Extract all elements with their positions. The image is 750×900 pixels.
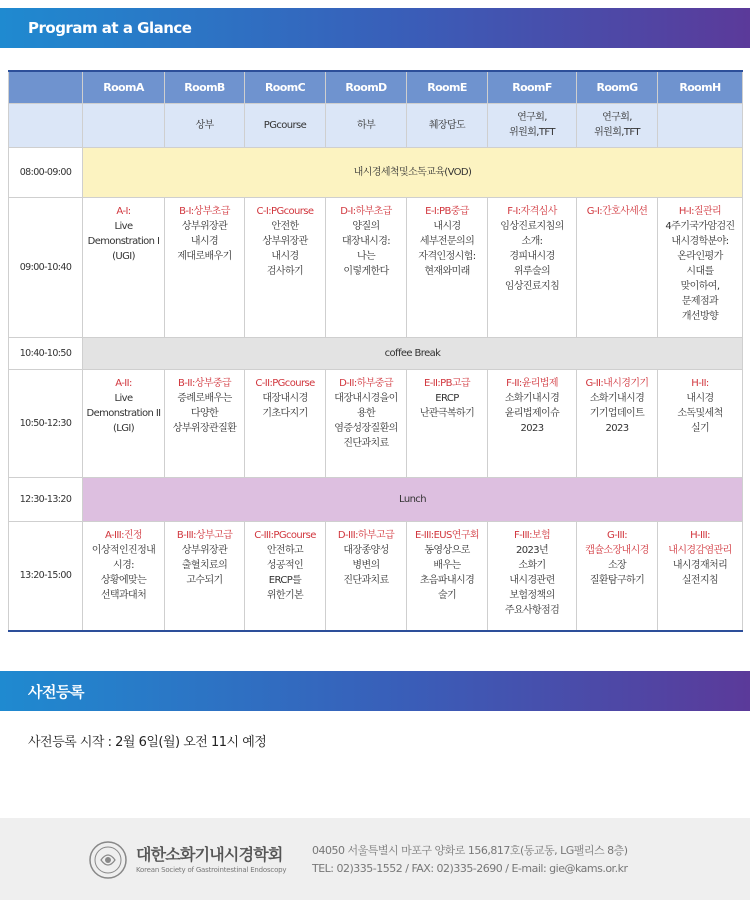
topic-row: [9, 103, 743, 147]
session-description: 내시경 세부전문의의 자격인정시험: 현재와미래: [418, 220, 476, 277]
session-description: 이상적인진정내 시경: 상황에맞는 선택과대처: [91, 544, 156, 601]
room-header-roomf: RoomF: [488, 71, 577, 103]
footer: [0, 818, 750, 900]
room-header-roomd: RoomD: [326, 71, 407, 103]
schedule-row: [9, 477, 743, 521]
session-cell: [577, 369, 658, 477]
session-cell: [326, 369, 407, 477]
session-title: C-III:PGcourse: [254, 529, 316, 541]
session-cell: [407, 197, 488, 337]
session-cell: [165, 521, 245, 631]
session-title: A-I:: [116, 205, 131, 217]
session-description: 상부위장관 내시경 제대로배우기: [177, 220, 232, 262]
session-cell: [577, 197, 658, 337]
session-cell: [488, 521, 577, 631]
footer-address: 04050 서울특별시 마포구 양화로 156,817호(동교동, LG팰리스 8층): [312, 844, 628, 857]
all-rooms-lunch-cell: Lunch: [83, 477, 743, 521]
registration-text: 사전등록 시작 : 2월 6일(월) 오전 11시 예정: [28, 735, 267, 750]
room-topic-cell: 상부: [165, 103, 245, 147]
session-title: H-III: 내시경감염관리: [668, 529, 732, 556]
session-cell: [407, 369, 488, 477]
schedule-row: [9, 521, 743, 631]
session-description: 내시경 소독및세척 실기: [677, 392, 723, 434]
corner-cell: [9, 71, 83, 103]
room-header-row: [9, 71, 743, 103]
session-title: A-III:진정: [105, 529, 142, 541]
room-header-roomh: RoomH: [658, 71, 743, 103]
all-rooms-vod-cell: 내시경세척및소독교육(VOD): [83, 147, 743, 197]
room-topic-cell: PGcourse: [245, 103, 326, 147]
session-description: 안전하고 성공적인 ERCP를 위한기본: [266, 544, 304, 601]
time-slot: 13:20-15:00: [9, 521, 83, 631]
session-cell: [245, 369, 326, 477]
registration-banner: [0, 671, 750, 711]
session-cell: [658, 369, 743, 477]
schedule-table: [8, 70, 743, 632]
time-slot: 08:00-09:00: [9, 147, 83, 197]
session-cell: [407, 521, 488, 631]
session-cell: [245, 521, 326, 631]
time-slot: 10:50-12:30: [9, 369, 83, 477]
session-description: 안전한 상부위장관 내시경 검사하기: [262, 220, 308, 277]
session-cell: [658, 197, 743, 337]
session-title: B-II:상부중급: [178, 377, 231, 389]
session-description: 소장 질환탐구하기: [589, 559, 645, 586]
corner-cell: [9, 103, 83, 147]
session-description: 동영상으로 배우는 초음파내시경 술기: [419, 544, 475, 601]
session-description: 대장종양성 병변의 진단과치료: [343, 544, 389, 586]
session-cell: [326, 197, 407, 337]
session-title: C-I:PGcourse: [256, 205, 314, 217]
session-description: 대장내시경 기초다지기: [262, 392, 308, 419]
session-cell: [488, 197, 577, 337]
session-title: G-I:간호사세션: [586, 205, 648, 217]
time-slot: 09:00-10:40: [9, 197, 83, 337]
session-cell: [165, 197, 245, 337]
room-topic-cell: [658, 103, 743, 147]
session-cell: [83, 197, 165, 337]
schedule-row: [9, 337, 743, 369]
session-title: D-II:하부중급: [339, 377, 393, 389]
session-description: 상부위장관 출혈치료의 고수되기: [181, 544, 228, 586]
room-header-roomc: RoomC: [245, 71, 326, 103]
session-title: G-III: 캡슐소장내시경: [585, 529, 649, 556]
session-title: E-I:PB중급: [425, 205, 469, 217]
session-description: 대장내시경을이 용한 염증성장질환의 진단과치료: [334, 392, 398, 449]
all-rooms-brk-cell: coffee Break: [83, 337, 743, 369]
session-title: F-III:보험: [513, 529, 551, 541]
session-description: 4주기국가암검진 내시경학분야: 온라인평가 시대를 맞이하여, 문제점과 개선방향: [665, 220, 735, 322]
session-title: G-II:내시경기기: [585, 377, 649, 389]
program-title: Program at a Glance: [28, 19, 192, 37]
session-cell: [83, 521, 165, 631]
session-cell: [658, 521, 743, 631]
session-title: D-I:하부초급: [340, 205, 392, 217]
session-title: F-I:자격심사: [507, 205, 557, 217]
org-name-ko: 대한소화기내시경학회: [136, 845, 283, 864]
session-description: 증례로배우는 다양한 상부위장관질환: [172, 392, 237, 434]
session-description: 임상진료지침의 소개: 경피내시경 위루술의 임상진료지침: [500, 220, 564, 292]
room-header-rooma: RoomA: [83, 71, 165, 103]
room-header-roome: RoomE: [407, 71, 488, 103]
session-title: H-I:질관리: [678, 205, 722, 217]
session-title: B-III:상부고급: [176, 529, 233, 541]
session-description: 내시경재처리 실전지침: [672, 559, 728, 586]
schedule-row: [9, 197, 743, 337]
session-cell: [577, 521, 658, 631]
session-title: E-III:EUS연구회: [415, 529, 479, 541]
session-title: C-II:PGcourse: [255, 377, 315, 389]
schedule-row: [9, 147, 743, 197]
session-description: Live Demonstration I (UGI): [87, 220, 160, 262]
session-description: ERCP 난관극복하기: [419, 392, 475, 419]
room-topic-cell: 연구회, 위원회,TFT: [488, 103, 577, 147]
registration-title: 사전등록: [28, 682, 84, 701]
schedule-row: [9, 369, 743, 477]
session-title: E-II:PB고급: [423, 377, 470, 389]
session-description: 소화기내시경 기기업데이트 2023: [589, 392, 645, 434]
time-slot: 10:40-10:50: [9, 337, 83, 369]
session-title: H-II:: [691, 377, 709, 389]
session-description: 소화기내시경 윤리법제이슈 2023: [504, 392, 560, 434]
org-name-en: Korean Society of Gastrointestinal Endoscopy: [136, 866, 287, 874]
room-topic-cell: 하부: [326, 103, 407, 147]
session-cell: [165, 369, 245, 477]
session-title: A-II:: [115, 377, 132, 389]
room-topic-cell: [83, 103, 165, 147]
footer-contact: TEL: 02)335-1552 / FAX: 02)335-2690 / E-mail: gie@kams.or.kr: [312, 862, 628, 875]
room-topic-cell: 연구회, 위원회,TFT: [577, 103, 658, 147]
time-slot: 12:30-13:20: [9, 477, 83, 521]
society-logo-icon: [88, 840, 128, 880]
session-cell: [326, 521, 407, 631]
room-header-roomb: RoomB: [165, 71, 245, 103]
room-header-roomg: RoomG: [577, 71, 658, 103]
session-description: 2023년 소화기 내시경관련 보험정책의 주요사항점검: [504, 544, 560, 616]
session-title: F-II:윤리법제: [506, 377, 558, 389]
session-title: B-I:상부초급: [179, 205, 230, 217]
room-topic-cell: 췌장담도: [407, 103, 488, 147]
session-description: 양질의 대장내시경: 나는 이렇게한다: [341, 220, 391, 277]
session-cell: [488, 369, 577, 477]
session-cell: [245, 197, 326, 337]
session-description: Live Demonstration II (LGI): [86, 392, 161, 434]
session-cell: [83, 369, 165, 477]
program-banner: [0, 8, 750, 48]
session-title: D-III:하부고급: [337, 529, 395, 541]
